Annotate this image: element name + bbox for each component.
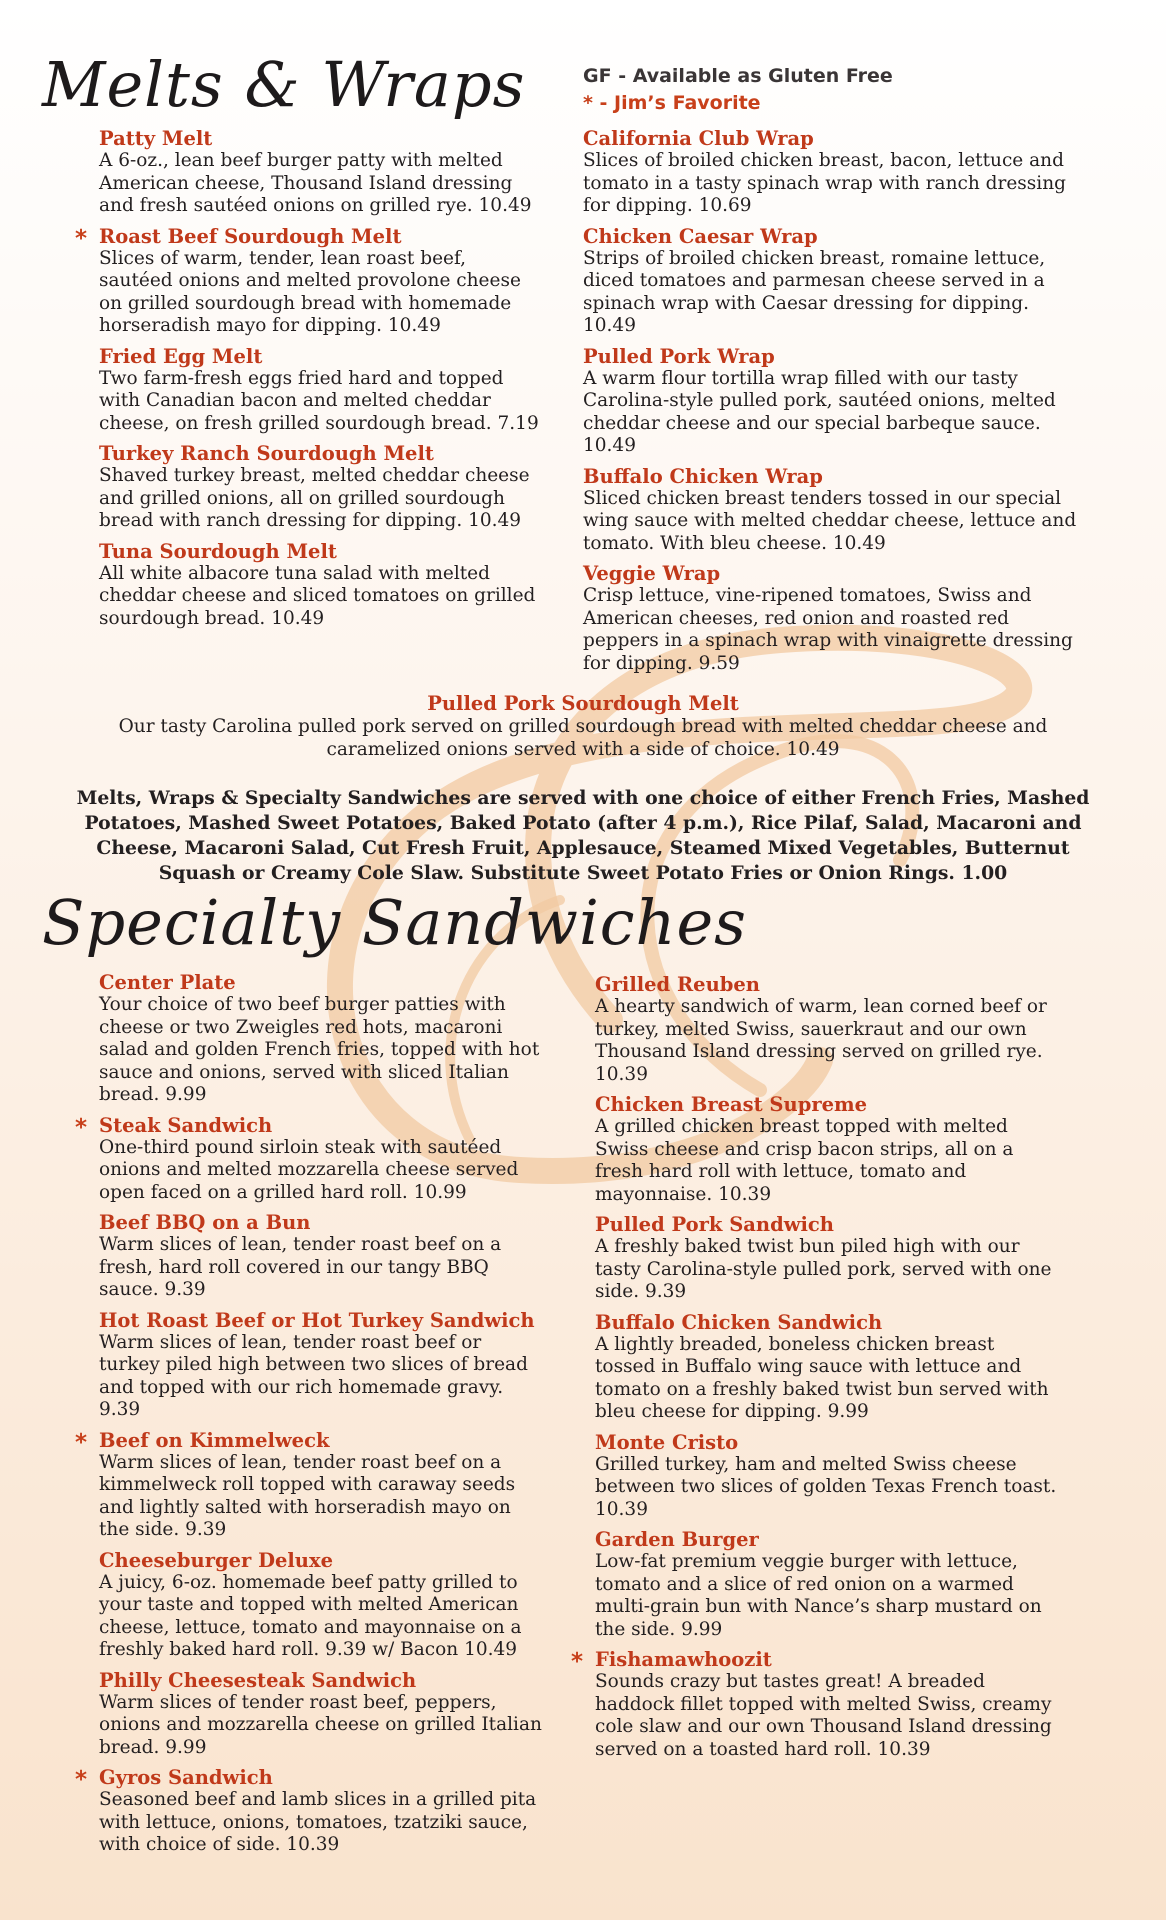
favorite-legend: * - Jim’s Favorite	[583, 92, 761, 114]
menu-item-name: Steak Sandwich	[99, 1113, 273, 1137]
menu-item	[595, 1431, 1060, 1522]
menu-item	[583, 225, 1083, 338]
menu-item-name: Center Plate	[99, 971, 236, 994]
favorite-star: *	[75, 1429, 88, 1456]
menu-item-description: Warm slices of lean, tender roast beef or turkey piled high between two slices of bread and topped with our rich homemade gravy. 9.39	[99, 1331, 528, 1420]
menu-item	[75, 1113, 544, 1205]
menu-item-name: Tuna Sourdough Melt	[99, 539, 337, 563]
menu-item	[595, 1093, 1060, 1206]
menu-item	[595, 1213, 1060, 1304]
menu-item-description: Warm slices of lean, tender roast beef on a fresh, hard roll covered in our tangy BBQ sauce. 9.39	[99, 1234, 502, 1300]
menu-item	[99, 971, 544, 1107]
featured-item-name: Pulled Pork Sourdough Melt	[427, 692, 739, 715]
menu-item-description: Warm slices of lean, tender roast beef on a kimmelweck roll topped with caraway seeds and lightly salted with horseradish mayo on the side. 9.39	[99, 1451, 516, 1540]
menu-item-name: Fishamawhoozit	[595, 1648, 772, 1671]
menu-item-description: Sliced chicken breast tenders tossed in our special wing sauce with melted cheddar cheese, lettuce and tomato. With bleu cheese. 10.49	[583, 487, 1077, 554]
menu-item-description: Grilled turkey, ham and melted Swiss cheese between two slices of golden Texas French toast. 10.39	[595, 1453, 1057, 1520]
menu-item-description: Sounds crazy but tastes great! A breaded haddock fillet topped with melted Swiss, creamy cole slaw and our own Thousand Island dressing served on a toasted hard roll. 10.39	[595, 1671, 1052, 1760]
menu-item	[99, 540, 539, 631]
menu-item-description: Slices of broiled chicken breast, bacon, lettuce and tomato in a tasty spinach wrap with ranch dressing for dipping. 10.69	[583, 150, 1066, 216]
menu-item-description: Your choice of two beef burger patties with cheese or two Zweigles red hots, macaroni salad and golden French fries, topped with hot sauce and onions, served with sliced Italian bread. 9.99	[99, 994, 540, 1105]
menu-item-description: Slices of warm, tender, lean roast beef, sautéed onions and melted provolone cheese on grilled sourdough bread with homemade horseradish mayo for dipping. 10.49	[99, 247, 521, 336]
menu-item-description: Strips of broiled chicken breast, romaine lettuce, diced tomatoes and parmesan cheese served in a spinach wrap with Caesar dressing for dipping. 10.49	[583, 247, 1046, 336]
menu-item	[99, 345, 539, 436]
favorite-star: *	[75, 1114, 88, 1141]
menu-item	[583, 465, 1083, 556]
menu-item	[99, 1309, 544, 1422]
menu-item	[99, 1211, 544, 1302]
melts-column	[75, 127, 539, 637]
menu-item-description: A 6-oz., lean beef burger patty with melted American cheese, Thousand Island dressing and fresh sautéed onions on grilled rye. 10.49	[99, 150, 532, 216]
wraps-column	[583, 127, 1083, 682]
favorite-star: *	[75, 1767, 88, 1793]
menu-item-name: Turkey Ranch Sourdough Melt	[99, 442, 434, 465]
sides-note: Melts, Wraps & Specialty Sandwiches are served with one choice of either French Fries, Mashed Potatoes, Mashed Sweet Potatoes, Baked Potato (after 4 p.m.), Rice Pilaf, Salad, Macaroni and Cheese, Macaroni Salad, Cut Fresh Fruit, Applesauce, Steamed Mixed Vegetables, Butternut Squash or Creamy Cole Slaw. Substitute Sweet Potato Fries or Onion Rings. 1.00	[76, 787, 1090, 884]
menu-item	[99, 1549, 544, 1662]
menu-item-description: A grilled chicken breast topped with melted Swiss cheese and crisp bacon strips, all on a fresh hard roll with lettuce, tomato and mayonnaise. 10.39	[595, 1116, 1014, 1205]
favorite-star: *	[571, 1649, 584, 1675]
menu-item	[595, 973, 1060, 1086]
menu-item	[99, 127, 539, 218]
specialty-right-column	[571, 973, 1060, 1768]
menu-item-description: A lightly breaded, boneless chicken breast tossed in Buffalo wing sauce with lettuce and tomato on a freshly baked twist bun served with bleu cheese for dipping. 9.99	[595, 1333, 1049, 1422]
specialty-left-column	[75, 971, 544, 1864]
menu-item-description: Low-fat premium veggie burger with lettuce, tomato and a slice of red onion on a warmed multi-grain bun with Nance’s sharp mustard on the side. 9.99	[595, 1551, 1042, 1640]
melts-wraps-title: Melts & Wraps	[42, 48, 526, 121]
featured-item-description: Our tasty Carolina pulled pork served on grilled sourdough bread with melted cheddar cheese and caramelized onions served with a side of choice. 10.49	[118, 716, 1048, 760]
menu-item	[583, 127, 1083, 218]
menu-item-description: Shaved turkey breast, melted cheddar cheese and grilled onions, all on grilled sourdough bread with ranch dressing for dipping. 10.49	[99, 465, 530, 531]
menu-item-name: Buffalo Chicken Sandwich	[595, 1310, 883, 1334]
menu-item-name: Gyros Sandwich	[99, 1766, 273, 1789]
menu-item-name: Cheeseburger Deluxe	[99, 1548, 334, 1572]
menu-item-description: Seasoned beef and lamb slices in a grilled pita with lettuce, onions, tomatoes, tzatziki sauce, with choice of side. 10.39	[99, 1789, 537, 1855]
menu-item-description: Two farm-fresh eggs fried hard and topped with Canadian bacon and melted cheddar cheese, on fresh grilled sourdough bread. 7.19	[99, 367, 539, 434]
menu-item	[595, 1311, 1060, 1424]
menu-item	[583, 562, 1083, 675]
menu-item-description: A hearty sandwich of warm, lean corned beef or turkey, melted Swiss, sauerkraut and our own Thousand Island dressing served on grilled rye. 10.39	[595, 996, 1047, 1085]
menu-item-description: A freshly baked twist bun piled high with our tasty Carolina-style pulled pork, served with one side. 9.39	[595, 1236, 1052, 1302]
menu-item	[99, 1669, 544, 1760]
menu-item-name: Grilled Reuben	[595, 973, 760, 996]
menu-item-description: Warm slices of tender roast beef, peppers, onions and mozzarella cheese on grilled Italian bread. 9.99	[99, 1691, 542, 1758]
menu-item-name: Philly Cheesesteak Sandwich	[99, 1668, 417, 1692]
legend	[583, 63, 893, 117]
menu-item-description: One-third pound sirloin steak with sautéed onions and melted mozzarella cheese served open faced on a grilled hard roll. 10.99	[99, 1136, 519, 1203]
favorite-star: *	[75, 225, 88, 252]
menu-item-name: Hot Roast Beef or Hot Turkey Sandwich	[99, 1308, 535, 1332]
menu-item-description: All white albacore tuna salad with melted cheddar cheese and sliced tomatoes on grilled sourdough bread. 10.49	[99, 562, 536, 629]
menu-item-name: Beef BBQ on a Bun	[99, 1211, 311, 1234]
menu-item-name: California Club Wrap	[583, 127, 814, 150]
menu-item	[571, 1648, 1060, 1761]
featured-item	[60, 692, 1106, 761]
menu-item-name: Veggie Wrap	[583, 562, 721, 585]
specialty-sandwiches-title: Specialty Sandwiches	[42, 886, 747, 959]
menu-item-name: Monte Cristo	[595, 1430, 739, 1454]
menu-item-name: Buffalo Chicken Wrap	[583, 464, 823, 488]
menu-item-description: A warm flour tortilla wrap filled with our tasty Carolina-style pulled pork, sautéed onions, melted cheddar cheese and our special barbeque sauce. 10.49	[583, 367, 1056, 456]
menu-item	[75, 1428, 544, 1542]
menu-item-name: Patty Melt	[99, 127, 213, 150]
menu-item-name: Beef on Kimmelweck	[99, 1428, 330, 1452]
menu-item	[99, 442, 539, 533]
menu-item	[583, 345, 1083, 458]
menu-item-description: A juicy, 6-oz. homemade beef patty grilled to your taste and topped with melted American cheese, lettuce, tomato and mayonnaise on a freshly baked hard roll. 9.39 w/ Bacon 10.49	[99, 1571, 522, 1660]
menu-item-name: Chicken Breast Supreme	[595, 1093, 868, 1116]
menu-item	[595, 1528, 1060, 1641]
menu-item-description: Crisp lettuce, vine-ripened tomatoes, Swiss and American cheeses, red onion and roasted red peppers in a spinach wrap with vinaigrette dressing for dipping. 9.59	[583, 585, 1073, 674]
menu-item-name: Chicken Caesar Wrap	[583, 224, 818, 248]
menu-item-name: Pulled Pork Sandwich	[595, 1213, 834, 1236]
menu-item	[75, 1766, 544, 1857]
menu-item-name: Garden Burger	[595, 1528, 759, 1551]
gluten-free-legend: GF - Available as Gluten Free	[583, 65, 893, 87]
menu-item-name: Fried Egg Melt	[99, 344, 263, 368]
menu-item-name: Roast Beef Sourdough Melt	[99, 224, 402, 248]
menu-item-name: Pulled Pork Wrap	[583, 344, 775, 368]
menu-item	[75, 224, 539, 338]
